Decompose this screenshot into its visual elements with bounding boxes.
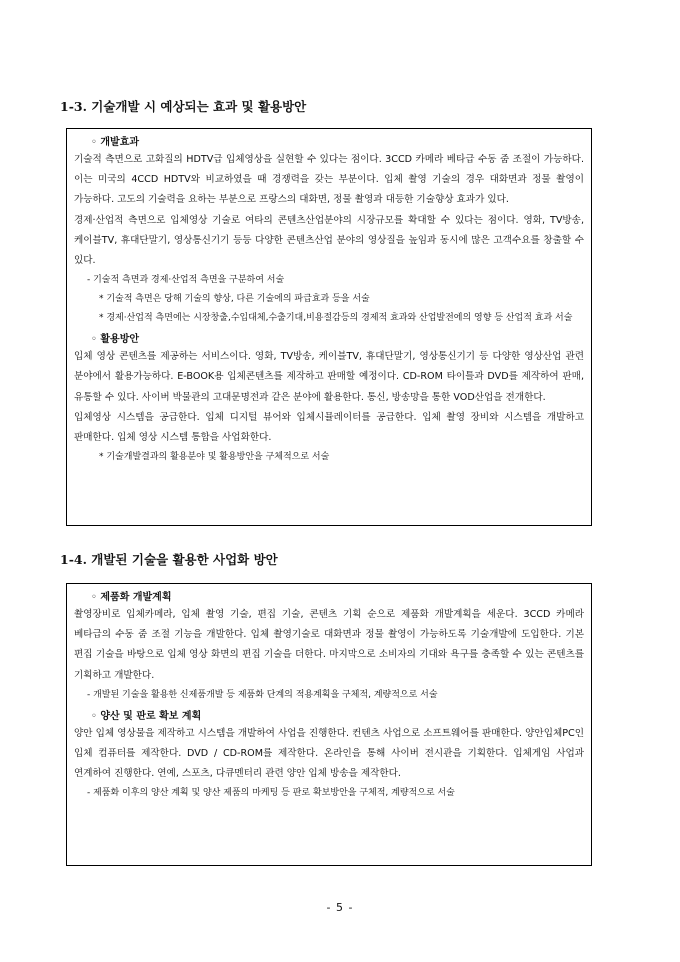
section-heading-1-4: 1-4. 개발된 기술을 활용한 사업화 방안 (60, 552, 278, 567)
mass-production-guide-note: - 제품화 이후의 양산 계획 및 양산 제품의 마케팅 등 판로 확보방안을 구체적, 계량적으로 서술 (87, 788, 455, 799)
product-plan-guide-note: - 개발된 기술을 활용한 신제품개발 등 제품화 단계의 적용계획을 구체적, 계량적으로 서술 (87, 689, 438, 700)
product-plan-paragraph: 촬영장비로 입체카메라, 입체 촬영 기술, 편집 기술, 콘텐츠 기획 순으로 제품화 개발계획을 세운다. 3CCD 카메라 베타급의 수동 줌 조절 기능을 개발한다. 입체 촬영기술로 대화면과 정물 촬영이 가능하도록 기술개발에 도입한다. 기본 편집 기술을 바탕으로 입체 영상 화면의 편집 기술을 더한다. 마지막으로 소비자의 기대와 욕구를 충족할 수 있는 콘텐츠를 기획하고 개발한다. (74, 609, 584, 681)
mass-production-title: ◦ 양산 및 판로 확보 계획 (91, 710, 202, 722)
effect-paragraph-technical: 기술적 측면으로 고화질의 HDTV급 입체영상을 실현할 수 있다는 점이다. 3CCD 카메라 베타급 수동 줌 조절이 가능하다. 이는 미국의 4CCD HDTV와 비교하였을 때 경쟁력을 갖는 부분이다. 입체 촬영 기술의 경우 대화면과 정물 촬영이 가능하다. 고도의 기술력을 요하는 부분으로 프랑스의 대화면, 정물 촬영과 대등한 기술향상 효과가 있다. (74, 154, 584, 206)
mass-production-paragraph: 양안 입체 영상물을 제작하고 시스템을 개발하여 사업을 진행한다. 컨텐츠 사업으로 소프트웨어를 판매한다. 양안입체PC인 입체 컴퓨터를 제작한다. DVD / CD-ROM를 제작한다. 온라인을 통해 사이버 전시관을 기획한다. 입체게임 사업과 연계하여 진행한다. 연예, 스포츠, 다큐멘터리 관련 양안 입체 방송을 제작한다. (74, 727, 584, 780)
page-number: - 5 - (326, 901, 354, 914)
usage-plan-title: ◦ 활용방안 (91, 334, 140, 346)
effect-guide-note-technical: * 기술적 측면은 당해 기술의 향상, 다른 기술에의 파급효과 등을 서술 (99, 294, 370, 305)
effect-guide-note: - 기술적 측면과 경제·산업적 측면을 구분하여 서술 (87, 275, 285, 286)
usage-paragraph-content: 입체 영상 콘텐츠를 제공하는 서비스이다. 영화, TV방송, 케이블TV, 휴대단말기, 영상통신기기 등 다양한 영상산업 관련 분야에서 활용가능하다. E-BOOK용 입체콘텐츠를 제작하고 판매할 예정이다. CD-ROM 타이틀과 DVD를 제작하여 판매, 유통할 수 있다. 사이버 박물관의 고대문명전과 같은 분야에 활용한다. 통신, 방송망을 통한 VOD산업을 전개한다. (74, 351, 584, 403)
commercialization-box (66, 583, 592, 866)
section-heading-1-3: 1-3. 기술개발 시 예상되는 효과 및 활용방안 (60, 99, 307, 114)
effect-guide-note-economic: * 경제·산업적 측면에는 시장창출,수입대체,수출기대,비용절감등의 경제적 효과와 산업발전에의 영향 등 산업적 효과 서술 (99, 313, 573, 324)
product-plan-title: ◦ 제품화 개발계획 (91, 592, 172, 603)
usage-guide-note: * 기술개발결과의 활용분야 및 활용방안을 구체적으로 서술 (99, 452, 330, 463)
development-effect-title: ◦ 개발효과 (91, 137, 140, 148)
effect-paragraph-economic: 경제·산업적 측면으로 입체영상 기술로 여타의 콘텐츠산업분야의 시장규모를 확대할 수 있다는 점이다. 영화, TV방송, 케이블TV, 휴대단말기, 영상통신기기 등등 다양한 콘텐츠산업 분야의 영상질을 높임과 동시에 많은 고객수요를 창출할 수 있다. (74, 214, 584, 267)
effects-box (66, 128, 592, 526)
usage-paragraph-system: 입체영상 시스템을 공급한다. 입체 디지털 뷰어와 입체시뮬레이터를 공급한다. 입체 촬영 장비와 시스템을 개발하고 판매한다. 입체 영상 시스템 통합을 사업화한다. (74, 411, 584, 444)
